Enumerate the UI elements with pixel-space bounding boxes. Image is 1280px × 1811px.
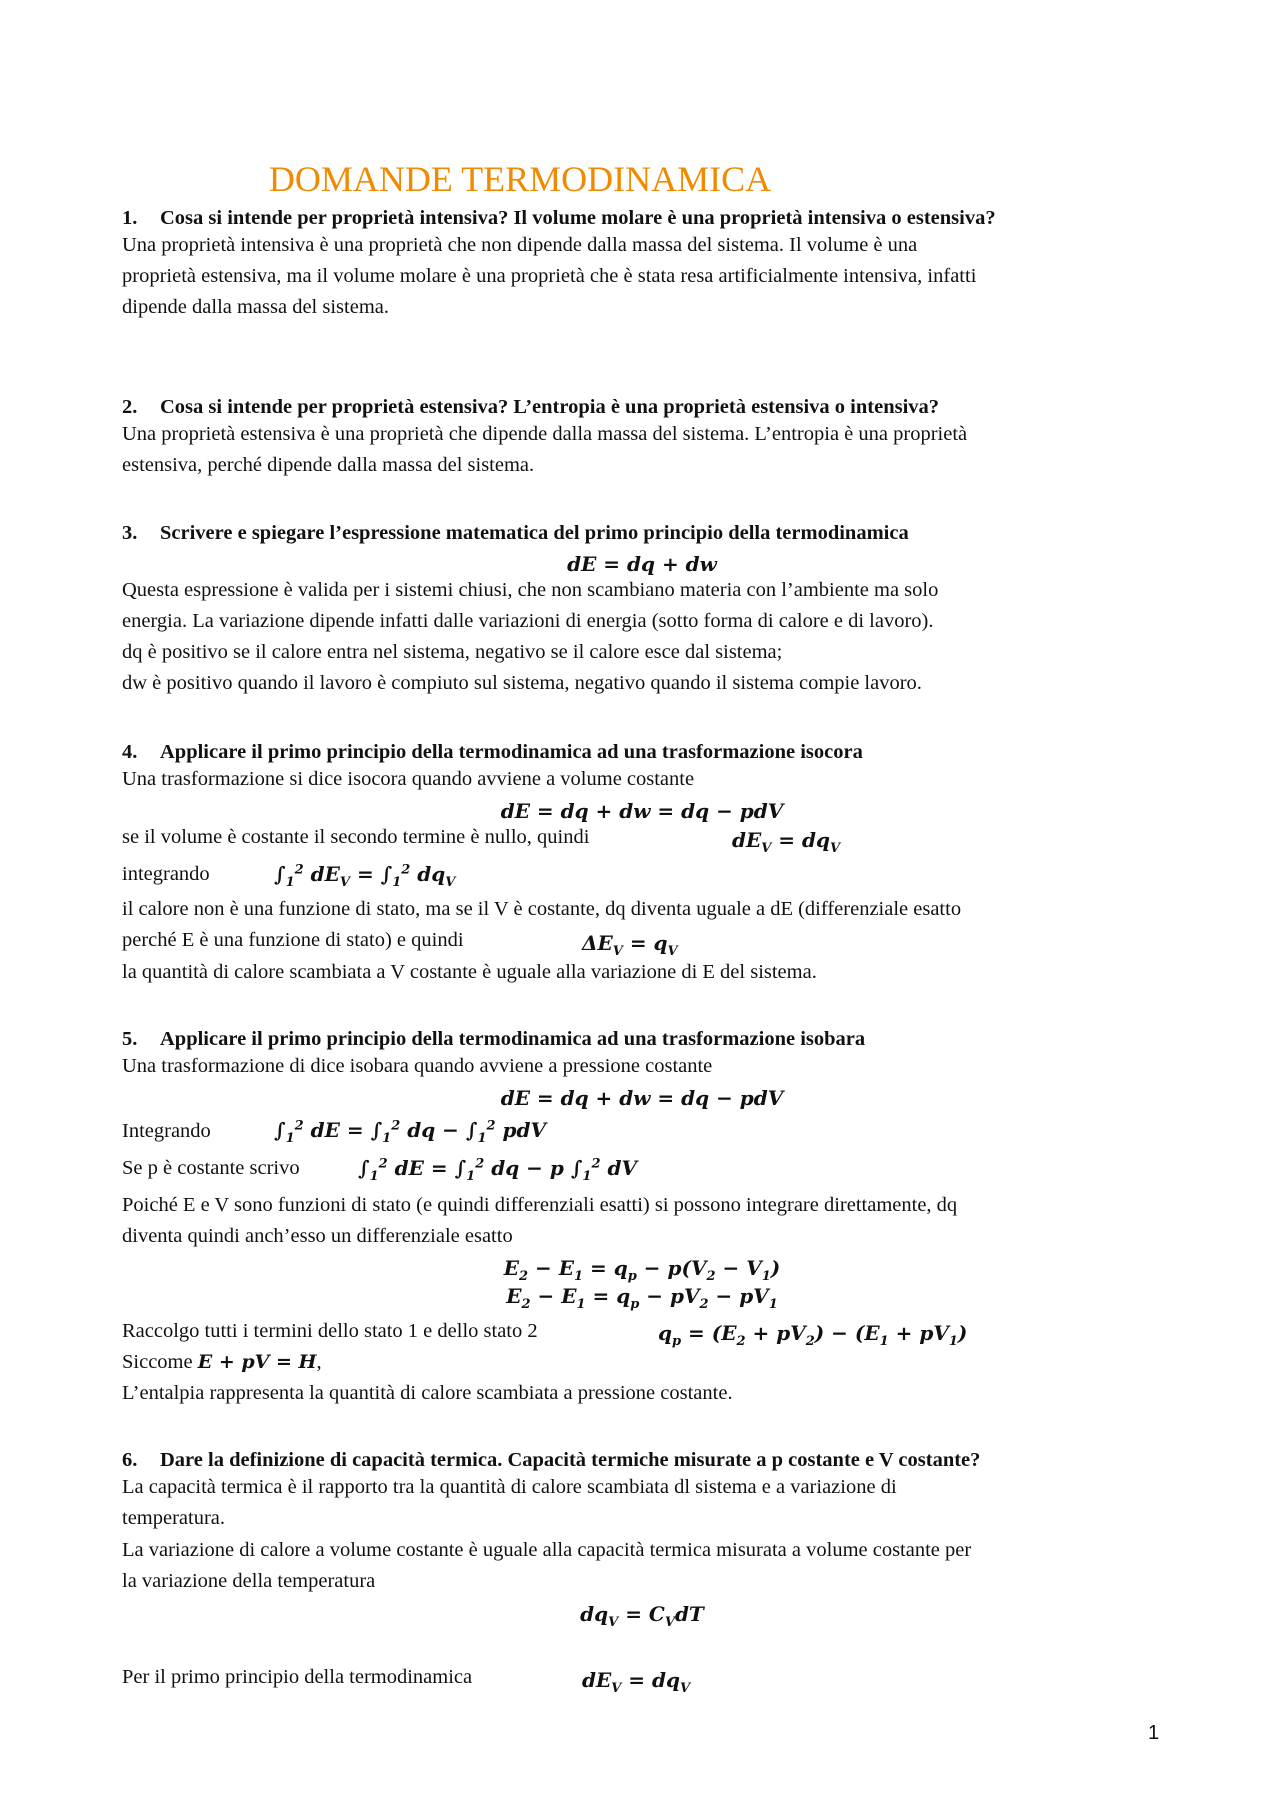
answer-line: La capacità termica è il rapporto tra la quantità di calore scambiata dl sistema e a variazione di (122, 1476, 897, 1498)
question-2: 2. Cosa si intende per proprietà estensiva? L’entropia è una proprietà estensiva o intensiva? (122, 396, 940, 418)
answer-line: energia. La variazione dipende infatti dalle variazioni di energia (sotto forma di calore e di lavoro). (122, 610, 934, 632)
question-6: 6. Dare la definizione di capacità termica. Capacità termiche misurate a p costante e V costante? (122, 1449, 981, 1471)
equation: $E_2 - E_1 = q_p - pV_2 - pV_1$ (506, 1284, 778, 1312)
answer-line: temperatura. (122, 1507, 226, 1529)
answer-line: La variazione di calore a volume costante è uguale alla capacità termica misurata a volume costante per (122, 1539, 972, 1561)
answer-line: Poiché E e V sono funzioni di stato (e quindi differenziali esatti) si possono integrare direttamente, dq (122, 1194, 958, 1216)
equation: dE = dq + dw = dq − pdV (500, 1086, 784, 1110)
answer-line: Per il primo principio della termodinamica (122, 1666, 473, 1688)
answer-line: dipende dalla massa del sistema. (122, 296, 389, 318)
answer-line: Una proprietà estensiva è una proprietà che dipende dalla massa del sistema. L’entropia è una proprietà (122, 423, 968, 445)
equation-inline: $\int_1^2$ $dE_V = \int_1^2$ $dq_V$ (274, 862, 456, 890)
equation-inline: $\int_1^2$ dE = $\int_1^2$ dq − $\int_1^2$ pdV (274, 1118, 546, 1146)
equation: dE = dq + dw = dq − pdV (500, 799, 784, 823)
answer-line: Una trasformazione si dice isocora quando avviene a volume costante (122, 768, 695, 790)
equation-inline: $q_p = (E_2 + pV_2) - (E_1 + pV_1)$ (658, 1321, 968, 1349)
answer-line: il calore non è una funzione di stato, ma se il V è costante, dq diventa uguale a dE (differenziale esatto (122, 898, 962, 920)
answer-line: Una proprietà intensiva è una proprietà che non dipende dalla massa del sistema. Il volume è una (122, 234, 918, 256)
answer-line: diventa quindi anch’esso un differenziale esatto (122, 1225, 513, 1247)
answer-line: Una trasformazione di dice isobara quando avviene a pressione costante (122, 1055, 713, 1077)
answer-line: dq è positivo se il calore entra nel sistema, negativo se il calore esce dal sistema; (122, 641, 783, 663)
equation-inline: $\Delta E_V = q_V$ (582, 931, 678, 959)
answer-line: Se p è costante scrivo (122, 1157, 300, 1179)
equation: $E_2 - E_1 = q_p - p(V_2 - V_1)$ (503, 1256, 781, 1284)
question-5: 5. Applicare il primo principio della termodinamica ad una trasformazione isobara (122, 1028, 866, 1050)
equation-first-law: dE = dq + dw (567, 552, 717, 576)
answer-line: la quantità di calore scambiata a V costante è uguale alla variazione di E del sistema. (122, 961, 817, 983)
question-1: 1. Cosa si intende per proprietà intensiva? Il volume molare è una proprietà intensiva o estensiva? (122, 207, 996, 229)
equation: $dq_V = C_VdT$ (580, 1602, 704, 1630)
answer-line: integrando (122, 863, 210, 885)
equation-inline: $dE_V = dq_V$ (732, 828, 841, 856)
equation-inline: $dE_V = dq_V$ (582, 1668, 691, 1696)
answer-line: proprietà estensiva, ma il volume molare è una proprietà che è stata resa artificialmente intensiva, infatti (122, 265, 977, 287)
answer-line: Siccome E + pV = H, (122, 1351, 322, 1373)
answer-line: se il volume è costante il secondo termine è nullo, quindi (122, 826, 590, 848)
answer-line: la variazione della temperatura (122, 1570, 376, 1592)
answer-line: Raccolgo tutti i termini dello stato 1 e dello stato 2 (122, 1320, 538, 1342)
answer-line: Questa espressione è valida per i sistemi chiusi, che non scambiano materia con l’ambiente ma solo (122, 579, 939, 601)
answer-line: Integrando (122, 1120, 211, 1142)
page-number: 1 (1148, 1722, 1160, 1744)
question-4: 4. Applicare il primo principio della termodinamica ad una trasformazione isocora (122, 741, 863, 763)
answer-line: estensiva, perché dipende dalla massa del sistema. (122, 454, 535, 476)
equation-inline: $\int_1^2$ dE = $\int_1^2$ dq − p $\int_1^2$ dV (358, 1156, 637, 1184)
answer-line: dw è positivo quando il lavoro è compiuto sul sistema, negativo quando il sistema compie lavoro. (122, 672, 922, 694)
answer-line: L’entalpia rappresenta la quantità di calore scambiata a pressione costante. (122, 1382, 733, 1404)
answer-line: perché E è una funzione di stato) e quindi (122, 929, 464, 951)
question-3: 3. Scrivere e spiegare l’espressione matematica del primo principio della termodinamica (122, 522, 909, 544)
page-title: DOMANDE TERMODINAMICA (268, 159, 772, 199)
